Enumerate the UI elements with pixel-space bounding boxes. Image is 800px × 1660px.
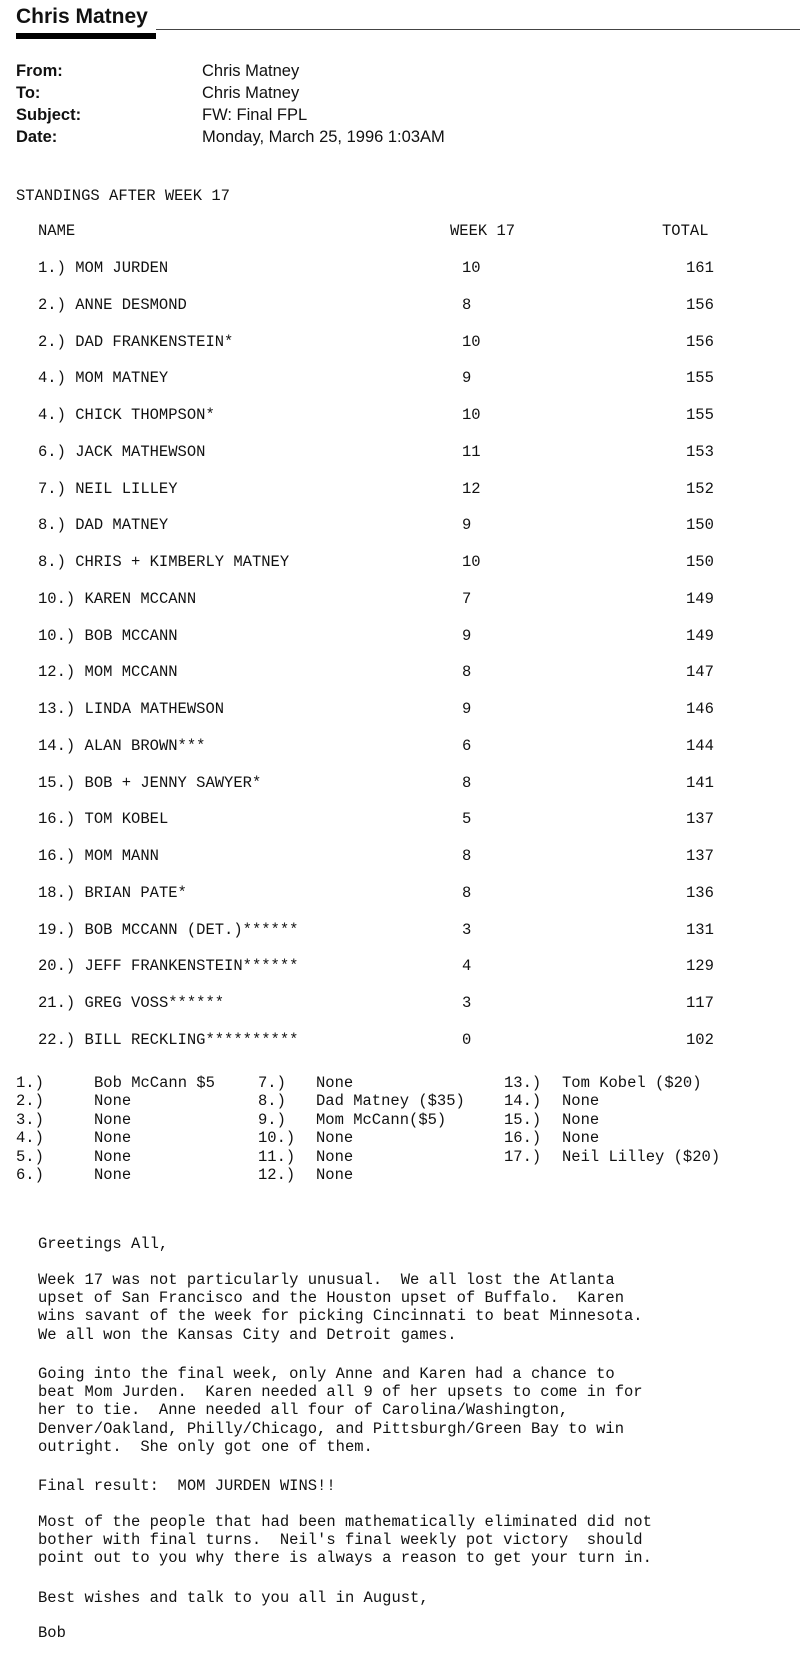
standings-player: NEIL LILLEY	[75, 480, 178, 498]
pot-week-number: 15.)	[504, 1111, 542, 1129]
standings-week-score: 10	[462, 259, 481, 277]
standings-name	[38, 333, 233, 351]
standings-rank: 16.)	[38, 810, 76, 828]
from-value: Chris Matney	[202, 62, 300, 80]
column-header-total: TOTAL	[662, 222, 709, 240]
pot-winner: None	[562, 1092, 600, 1110]
paragraph-eliminated: Most of the people that had been mathematically eliminated did not bother with final turns. Neil's final weekly pot victory should point out to you why there is always a reason to get your turn in.	[38, 1513, 652, 1568]
standings-week-score: 9	[462, 700, 472, 718]
standings-week-score: 0	[462, 1031, 472, 1049]
standings-total: 150	[686, 553, 714, 571]
pot-winner: None	[562, 1111, 600, 1129]
standings-name	[38, 480, 178, 498]
standings-player: MOM MATNEY	[75, 369, 169, 387]
pot-winner: None	[562, 1129, 600, 1147]
standings-total: 137	[686, 847, 714, 865]
standings-total: 156	[686, 333, 714, 351]
to-value: Chris Matney	[202, 84, 300, 102]
standings-total: 102	[686, 1031, 714, 1049]
pot-winner: None	[94, 1092, 132, 1110]
column-header-week: WEEK 17	[450, 222, 516, 240]
pot-winner: None	[316, 1166, 354, 1184]
standings-player: CHICK THOMPSON*	[75, 406, 215, 424]
standings-player: BRIAN PATE*	[84, 884, 187, 902]
standings-name	[38, 406, 215, 424]
standings-name	[38, 590, 196, 608]
standings-total: 150	[686, 516, 714, 534]
standings-total: 129	[686, 957, 714, 975]
standings-name	[38, 296, 187, 314]
standings-player: KAREN MCCANN	[84, 590, 197, 608]
standings-total: 144	[686, 737, 714, 755]
standings-player: MOM MANN	[84, 847, 159, 865]
standings-week-score: 4	[462, 957, 472, 975]
subject-value: FW: Final FPL	[202, 106, 308, 124]
standings-name	[38, 957, 298, 975]
standings-total: 141	[686, 774, 714, 792]
standings-rank: 10.)	[38, 590, 76, 608]
standings-player: BOB MCCANN	[84, 627, 178, 645]
pot-week-number: 11.)	[258, 1148, 296, 1166]
standings-week-score: 9	[462, 369, 472, 387]
paragraph-week-summary: Week 17 was not particularly unusual. We all lost the Atlanta upset of San Francisco and the Houston upset of Buffalo. Karen wins savant of the week for picking Cincinnati to beat Minnesota. We all won the Kansas City and Detroit games.	[38, 1271, 643, 1344]
pot-winner: None	[94, 1148, 132, 1166]
standings-week-score: 12	[462, 480, 481, 498]
from-label: From:	[16, 62, 63, 80]
pot-winner: None	[316, 1129, 354, 1147]
header-rule-thick	[16, 33, 156, 39]
standings-player: DAD MATNEY	[75, 516, 169, 534]
standings-week-score: 10	[462, 553, 481, 571]
standings-week-score: 8	[462, 296, 472, 314]
column-header-name: NAME	[38, 222, 76, 240]
standings-player: GREG VOSS******	[84, 994, 225, 1012]
header-rule-thin	[156, 29, 800, 30]
standings-rank: 2.)	[38, 333, 66, 351]
standings-week-score: 8	[462, 663, 472, 681]
standings-name	[38, 700, 224, 718]
standings-rank: 19.)	[38, 921, 76, 939]
standings-week-score: 9	[462, 516, 472, 534]
standings-total: 137	[686, 810, 714, 828]
standings-player: BOB + JENNY SAWYER*	[84, 774, 262, 792]
standings-name	[38, 516, 168, 534]
pot-week-number: 16.)	[504, 1129, 542, 1147]
standings-rank: 4.)	[38, 406, 66, 424]
pot-winner: None	[94, 1111, 132, 1129]
standings-total: 155	[686, 406, 714, 424]
pot-week-number: 4.)	[16, 1129, 44, 1147]
standings-total: 152	[686, 480, 714, 498]
standings-player: MOM MCCANN	[84, 663, 178, 681]
standings-rank: 7.)	[38, 480, 66, 498]
standings-player: ANNE DESMOND	[75, 296, 187, 314]
standings-rank: 21.)	[38, 994, 76, 1012]
standings-name	[38, 443, 205, 461]
standings-rank: 12.)	[38, 663, 76, 681]
sender-name: Chris Matney	[16, 5, 148, 28]
standings-total: 146	[686, 700, 714, 718]
standings-total: 117	[686, 994, 714, 1012]
standings-total: 156	[686, 296, 714, 314]
date-label: Date:	[16, 128, 58, 146]
standings-rank: 14.)	[38, 737, 76, 755]
pot-week-number: 9.)	[258, 1111, 286, 1129]
standings-name	[38, 369, 168, 387]
pot-week-number: 7.)	[258, 1074, 286, 1092]
pot-winner: None	[316, 1074, 354, 1092]
pot-week-number: 8.)	[258, 1092, 286, 1110]
pot-week-number: 12.)	[258, 1166, 296, 1184]
standings-total: 161	[686, 259, 714, 277]
pot-week-number: 14.)	[504, 1092, 542, 1110]
standings-week-score: 8	[462, 884, 472, 902]
standings-name	[38, 627, 178, 645]
final-result: Final result: MOM JURDEN WINS!!	[38, 1477, 336, 1495]
pot-week-number: 2.)	[16, 1092, 44, 1110]
standings-total: 155	[686, 369, 714, 387]
pot-week-number: 1.)	[16, 1074, 44, 1092]
standings-rank: 15.)	[38, 774, 76, 792]
standings-name	[38, 994, 224, 1012]
standings-week-score: 10	[462, 333, 481, 351]
standings-total: 149	[686, 627, 714, 645]
standings-total: 149	[686, 590, 714, 608]
standings-name	[38, 259, 168, 277]
standings-name	[38, 1031, 298, 1049]
standings-week-score: 3	[462, 994, 472, 1012]
standings-name	[38, 884, 187, 902]
pot-week-number: 17.)	[504, 1148, 542, 1166]
standings-player: DAD FRANKENSTEIN*	[75, 333, 234, 351]
standings-rank: 16.)	[38, 847, 76, 865]
standings-rank: 13.)	[38, 700, 76, 718]
standings-total: 131	[686, 921, 714, 939]
pot-week-number: 5.)	[16, 1148, 44, 1166]
standings-total: 153	[686, 443, 714, 461]
standings-total: 147	[686, 663, 714, 681]
standings-week-score: 11	[462, 443, 481, 461]
pot-week-number: 3.)	[16, 1111, 44, 1129]
standings-week-score: 10	[462, 406, 481, 424]
standings-player: JACK MATHEWSON	[75, 443, 206, 461]
standings-week-score: 3	[462, 921, 472, 939]
pot-week-number: 6.)	[16, 1166, 44, 1184]
standings-player: BOB MCCANN (DET.)******	[84, 921, 299, 939]
paragraph-final-week: Going into the final week, only Anne and Karen had a chance to beat Mom Jurden. Karen needed all 9 of her upsets to come in for her to tie. Anne needed all four of Carolina/Washington, Denver/Oakland, Philly/Chicago, and Pittsburgh/Green Bay to win outright. She only got one of them.	[38, 1365, 643, 1456]
pot-winner: Tom Kobel ($20)	[562, 1074, 702, 1092]
pot-winner: Mom McCann($5)	[316, 1111, 447, 1129]
to-label: To:	[16, 84, 41, 102]
pot-week-number: 13.)	[504, 1074, 542, 1092]
date-value: Monday, March 25, 1996 1:03AM	[202, 128, 445, 146]
standings-title: STANDINGS AFTER WEEK 17	[16, 187, 230, 205]
pot-winner: None	[316, 1148, 354, 1166]
signature: Bob	[38, 1624, 66, 1642]
closing: Best wishes and talk to you all in August,	[38, 1589, 429, 1607]
standings-rank: 4.)	[38, 369, 66, 387]
standings-name	[38, 737, 205, 755]
standings-rank: 2.)	[38, 296, 66, 314]
pot-winner: Neil Lilley ($20)	[562, 1148, 721, 1166]
standings-total: 136	[686, 884, 714, 902]
standings-player: JEFF FRANKENSTEIN******	[84, 957, 299, 975]
pot-winner: Dad Matney ($35)	[316, 1092, 465, 1110]
standings-player: MOM JURDEN	[75, 259, 169, 277]
standings-week-score: 9	[462, 627, 472, 645]
standings-rank: 18.)	[38, 884, 76, 902]
standings-name	[38, 663, 178, 681]
subject-label: Subject:	[16, 106, 82, 124]
standings-rank: 1.)	[38, 259, 66, 277]
standings-player: ALAN BROWN***	[84, 737, 206, 755]
pot-week-number: 10.)	[258, 1129, 296, 1147]
standings-name	[38, 921, 298, 939]
standings-name	[38, 847, 159, 865]
greeting: Greetings All,	[38, 1235, 169, 1253]
pot-winner: Bob McCann $5	[94, 1074, 215, 1092]
standings-rank: 6.)	[38, 443, 66, 461]
standings-player: BILL RECKLING**********	[84, 1031, 299, 1049]
standings-name	[38, 553, 289, 571]
pot-winner: None	[94, 1166, 132, 1184]
standings-name	[38, 774, 261, 792]
standings-week-score: 6	[462, 737, 472, 755]
standings-player: TOM KOBEL	[84, 810, 169, 828]
pot-winner: None	[94, 1129, 132, 1147]
standings-rank: 10.)	[38, 627, 76, 645]
standings-rank: 8.)	[38, 553, 66, 571]
standings-rank: 22.)	[38, 1031, 76, 1049]
standings-rank: 8.)	[38, 516, 66, 534]
standings-player: LINDA MATHEWSON	[84, 700, 225, 718]
standings-rank: 20.)	[38, 957, 76, 975]
standings-name	[38, 810, 168, 828]
standings-player: CHRIS + KIMBERLY MATNEY	[75, 553, 290, 571]
standings-week-score: 7	[462, 590, 472, 608]
standings-week-score: 8	[462, 774, 472, 792]
standings-week-score: 5	[462, 810, 472, 828]
standings-week-score: 8	[462, 847, 472, 865]
